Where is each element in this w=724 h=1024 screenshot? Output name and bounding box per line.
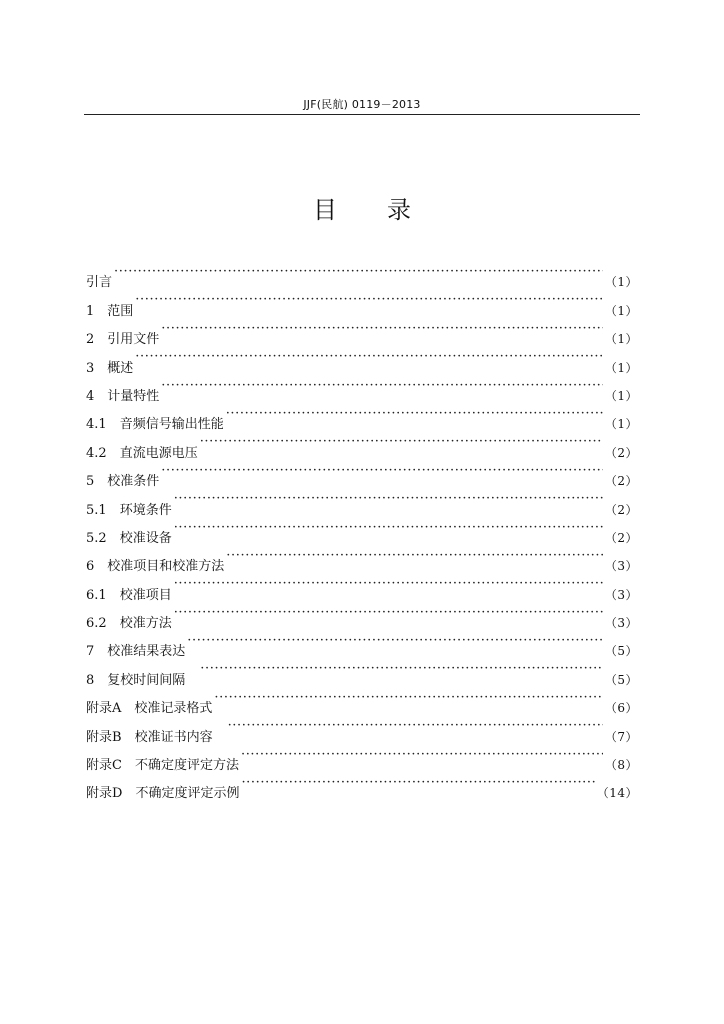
toc-entry[interactable] <box>86 343 638 376</box>
toc-entry-label: 直流电源电压 <box>119 445 198 461</box>
toc-entry-label: 校准条件 <box>107 474 160 490</box>
toc-entry-label: 复校时间间隔 <box>107 672 199 688</box>
toc-entry-page: （6） <box>604 701 638 716</box>
page-title-char-2: 录 <box>387 196 411 224</box>
toc-entry-page: （5） <box>604 644 638 659</box>
toc-leader-dots <box>174 599 603 627</box>
toc-entry-number: 3 <box>86 360 108 376</box>
toc-entry[interactable] <box>86 457 638 490</box>
toc-entry-page: （3） <box>604 616 638 631</box>
toc-entry[interactable] <box>86 286 638 319</box>
toc-entry-number: 6.2 <box>86 616 120 632</box>
toc-entry-label: 引用文件 <box>107 332 160 348</box>
toc-entry-page: （2） <box>604 502 638 517</box>
toc-entry-number: 5.2 <box>86 530 120 546</box>
toc-entry-page: （1） <box>604 417 638 432</box>
toc-entry-number: 5 <box>86 474 108 490</box>
toc-entry-number: 附录B <box>86 729 135 745</box>
toc-entry-number: 附录A <box>86 701 135 717</box>
toc-entry-label: 校准结果表达 <box>107 644 186 660</box>
toc-entry-label: 环境条件 <box>119 502 172 518</box>
toc-entry[interactable] <box>86 372 638 404</box>
toc-entry-number: 附录D <box>86 786 136 802</box>
header-rule <box>84 114 640 115</box>
toc-entry-number: 1 <box>86 303 108 319</box>
toc-entry-number: 8 <box>86 672 108 688</box>
toc-entry-page: （1） <box>604 303 638 318</box>
toc-entry-label: 范围 <box>107 303 134 319</box>
toc-entry-label: 引言 <box>86 275 113 291</box>
toc-entry-number: 附录C <box>86 758 135 774</box>
toc-entry-number: 5.1 <box>86 502 120 518</box>
toc-leader-dots <box>226 542 603 570</box>
toc-leader-dots <box>187 627 603 655</box>
page-title-char-1: 目 <box>313 196 337 224</box>
toc-leader-dots <box>174 485 603 513</box>
toc-entry-page: （3） <box>604 587 638 602</box>
toc-leader-dots <box>114 258 603 286</box>
toc-leader-dots <box>241 769 594 797</box>
standard-code: JJF(民航) 0119－2013 <box>303 98 421 111</box>
toc-entry-page: （5） <box>604 672 638 687</box>
toc-leader-dots <box>241 741 603 769</box>
toc-entry-page: （1） <box>604 360 638 375</box>
toc-entry-page: （2） <box>604 445 638 460</box>
toc-entry-page: （7） <box>604 729 638 744</box>
toc-entry[interactable] <box>86 400 638 433</box>
toc-leader-dots <box>174 570 603 598</box>
toc-entry-label: 校准方法 <box>119 616 172 632</box>
toc-entry-page: （2） <box>604 530 638 545</box>
toc-entry-number: 4.2 <box>86 445 120 461</box>
toc-leader-dots <box>200 655 603 683</box>
toc-entry-label: 计量特性 <box>107 388 160 404</box>
toc-entry-number: 2 <box>86 332 108 348</box>
toc-entry[interactable] <box>86 485 638 518</box>
toc-leader-dots <box>200 428 603 456</box>
toc-leader-dots <box>174 514 603 542</box>
toc-entry-label: 校准证书内容 <box>134 729 226 745</box>
page-title <box>84 192 640 228</box>
toc-entry-label: 校准项目和校准方法 <box>107 559 225 575</box>
toc-entry-label: 音频信号输出性能 <box>119 417 224 433</box>
toc-entry-label: 校准设备 <box>119 530 172 546</box>
toc-entry-number: 7 <box>86 644 108 660</box>
toc-entry[interactable] <box>86 315 638 348</box>
toc-entry[interactable] <box>86 258 638 291</box>
toc-entry-label: 校准项目 <box>119 587 172 603</box>
toc-leader-dots <box>226 400 603 428</box>
toc-leader-dots <box>161 372 603 400</box>
toc-entry-number: 6 <box>86 559 108 575</box>
toc-entry-label: 概述 <box>107 360 134 376</box>
toc-entry-page: （1） <box>604 388 638 403</box>
toc-entry-page: （8） <box>604 758 638 773</box>
toc-entry-page: （2） <box>604 474 638 489</box>
toc-entry-number: 4.1 <box>86 417 120 433</box>
running-header <box>84 96 640 114</box>
toc-entry-label: 校准记录格式 <box>134 701 213 717</box>
table-of-contents <box>86 258 638 802</box>
toc-entry-page: （1） <box>604 275 638 290</box>
toc-entry-number: 4 <box>86 388 108 404</box>
toc-entry-page: （3） <box>604 559 638 574</box>
toc-leader-dots <box>214 684 602 712</box>
toc-entry-page: （1） <box>604 332 638 347</box>
toc-entry-label: 不确定度评定示例 <box>135 786 240 802</box>
toc-leader-dots <box>161 457 603 485</box>
toc-leader-dots <box>135 286 603 314</box>
toc-leader-dots <box>161 315 603 343</box>
toc-entry-number: 6.1 <box>86 587 120 603</box>
toc-leader-dots <box>228 712 603 740</box>
toc-entry-page: （14） <box>596 786 638 801</box>
toc-entry-label: 不确定度评定方法 <box>134 758 239 774</box>
toc-leader-dots <box>135 343 603 371</box>
